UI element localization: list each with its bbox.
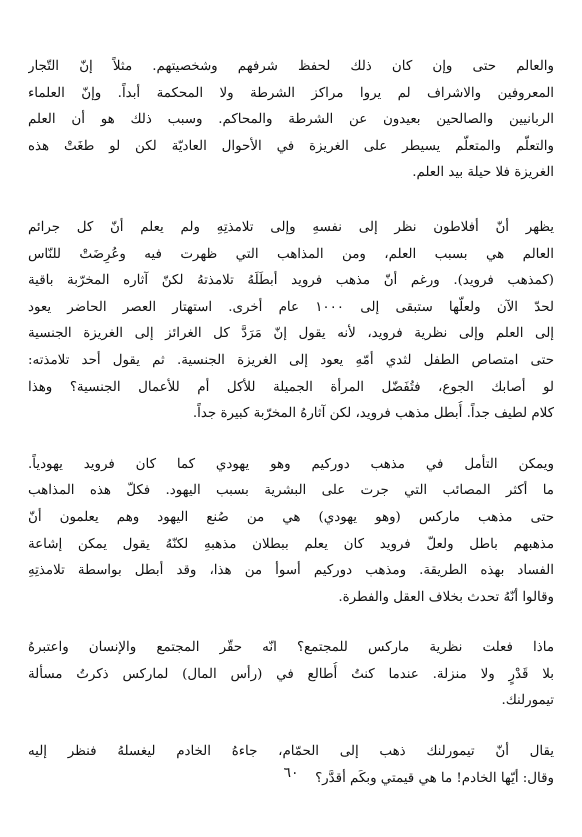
text-line: والتعلّم والمتعلّم يسيطر على الغريزة في الأحوال العاديّة لكن لو طغَتْ هذه — [28, 138, 554, 154]
page-body — [28, 54, 554, 816]
text-line: يقال أنّ تيمورلنك ذهب إلى الحمّام، جاءهُ الخادم ليغسلهُ فنظر إليه — [28, 744, 554, 760]
text-line: العالم هي بسبب العلم، ومن المذاهب التي ظهرت فيه وعُرِضَتْ للنّاس — [28, 246, 554, 262]
text-line: حتى مذهب ماركس (وهو يهودي) هي من صُنع اليهود وهم يعلمون أنّ — [28, 509, 554, 525]
paragraph-1 — [28, 54, 554, 187]
text-line: حتى امتصاص الطفل لثدي أمّهِ يعود إلى الغريزة الجنسية. ثم يقول أحد تلامذته: — [28, 352, 554, 368]
text-line: والعالم حتى وإن كان ذلك لحفظ شرفهم وشخصيتهم. مثلاً إنّ التّجار — [28, 59, 554, 74]
text-line: وقالوا أنّهُ تحدث بخلاف العقل والفطرة. — [338, 589, 554, 605]
text-line: لحدّ الآن ولعلّها ستبقى إلى ١٠٠٠ عام أخرى. استهتار العصر الحاضر يعود — [28, 299, 554, 315]
text-line: مذهبهم باطل ولعلّ فرويد كان يعلم ببطلان مذهبهِ لكنّهُ يقول يمكن إشاعة — [28, 536, 554, 552]
page-number: ٦٠ — [283, 765, 299, 781]
text-line: الفساد بهذه الطريقة. ومذهب دوركيم أسوأ من هذا، وقد أبطل بواسطة تلامذتِهِ — [28, 563, 554, 579]
text-line: المعروفين والاشراف لم يروا مراكز الشرطة ولا المحكمة أبداً. وإنّ العلماء — [28, 85, 554, 101]
text-line: ماذا فعلت نظرية ماركس للمجتمع؟ انّه حقّر المجتمع والإنسان واعتبرهُ — [28, 640, 554, 656]
paragraph-3 — [28, 452, 554, 612]
text-line: كلام لطيف جداً. أُبطل مذهب فرويد، لكن آثارهُ المخرّبة كبيرة جداً. — [192, 406, 554, 422]
text-line: ويمكن التأمل في مذهب دوركيم وهو يهودي كما كان فرويد يهودياً. — [28, 456, 554, 472]
paragraph-2 — [28, 215, 554, 428]
text-line: وقال: أيّها الخادم! ما هي قيمتي وبكَم أقدَّر؟ — [315, 770, 554, 786]
text-line: إلى العلم وإلى نظرية فرويد، لأنه يقول إنّ مَرَدَّ كل الغرائز إلى الغريزة الجنسية — [28, 326, 554, 342]
text-line: يظهر أنّ أفلاطون نظر إلى نفسهِ وإلى تلامذتِهِ ولم يعلم أنّ كل جرائم — [28, 219, 554, 235]
text-line: ما أكثر المصائب التي جرت على البشرية بسبب اليهود. فكلّ هذه المذاهب — [28, 483, 554, 499]
text-line: الربانيين والصالحين بعيدون عن الشرطة والمحاكم. وسبب ذلك هو أن العلم — [28, 112, 554, 128]
text-line: تيمورلنك. — [501, 693, 554, 709]
text-line: (كمذهب فرويد). ورغم أنّ مذهب فرويد أبطَلَهُ تلامذتهُ لكنّ آثاره المخرّبة باقية — [28, 273, 554, 289]
paragraph-4 — [28, 635, 554, 715]
text-line: بلا قَدْرٍ ولا منزلة. عندما كنتُ أُطالع في (رأس المال) لماركس ذكرتُ مسألة — [28, 666, 554, 682]
text-line: لو أصابك الجوع، فتُفَضّل المرأة الجميلة للأكل أم للأعمال الجنسية؟ وهذا — [28, 379, 554, 395]
text-line: الغريزة فلا حيلة بيد العلم. — [412, 165, 554, 181]
